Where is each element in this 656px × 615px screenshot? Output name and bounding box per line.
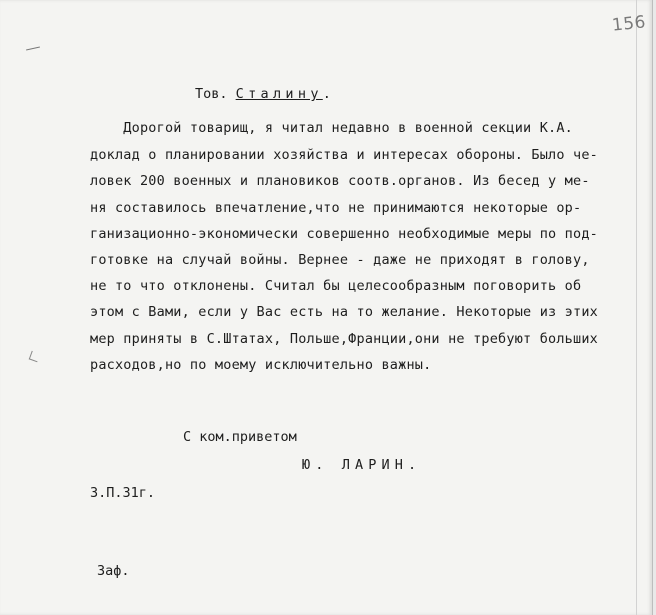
closing-line: С ком.приветом [183, 429, 297, 445]
salutation-suffix: . [322, 86, 331, 102]
letter-date: 3.П.31г. [90, 485, 156, 501]
folio-number: 156 [611, 12, 647, 36]
clerk-note: Заф. [97, 563, 130, 579]
salutation-prefix: Тов. [195, 86, 236, 102]
addressee-name: Сталину [235, 86, 323, 102]
page-edge-shadow [636, 0, 637, 615]
body-line: Дорогой товарищ, я читал недавно в военной секции К.А. [90, 120, 574, 136]
signature: Ю. ЛАРИН. [302, 457, 422, 473]
body-line: ловек 200 военных и плановиков соотв.органов. Из бесед у ме- [90, 173, 590, 189]
body-line: ня составилось впечатление,что не принимаются некоторые ор- [90, 200, 582, 216]
body-line: расходов,но по моему исключительно важны. [90, 357, 432, 373]
pencil-mark [26, 47, 40, 51]
body-line: этом с Вами, если у Вас есть на то желание. Некоторые из этих [90, 304, 598, 320]
body-line: доклад о планировании хозяйства и интересах обороны. Было че- [90, 147, 598, 163]
salutation [195, 86, 331, 102]
body-line: мер приняты в С.Штатах, Польше,Франции,они не требуют больших [90, 331, 598, 347]
hole-punch-mark [29, 351, 41, 363]
body-line: ганизационно-экономически совершенно необходимые меры по под- [90, 226, 598, 242]
body-line: готовке на случай войны. Вернее - даже не приходят в голову, [90, 252, 590, 268]
body-line: не то что отклонены. Считал бы целесообразным поговорить об [90, 278, 582, 294]
